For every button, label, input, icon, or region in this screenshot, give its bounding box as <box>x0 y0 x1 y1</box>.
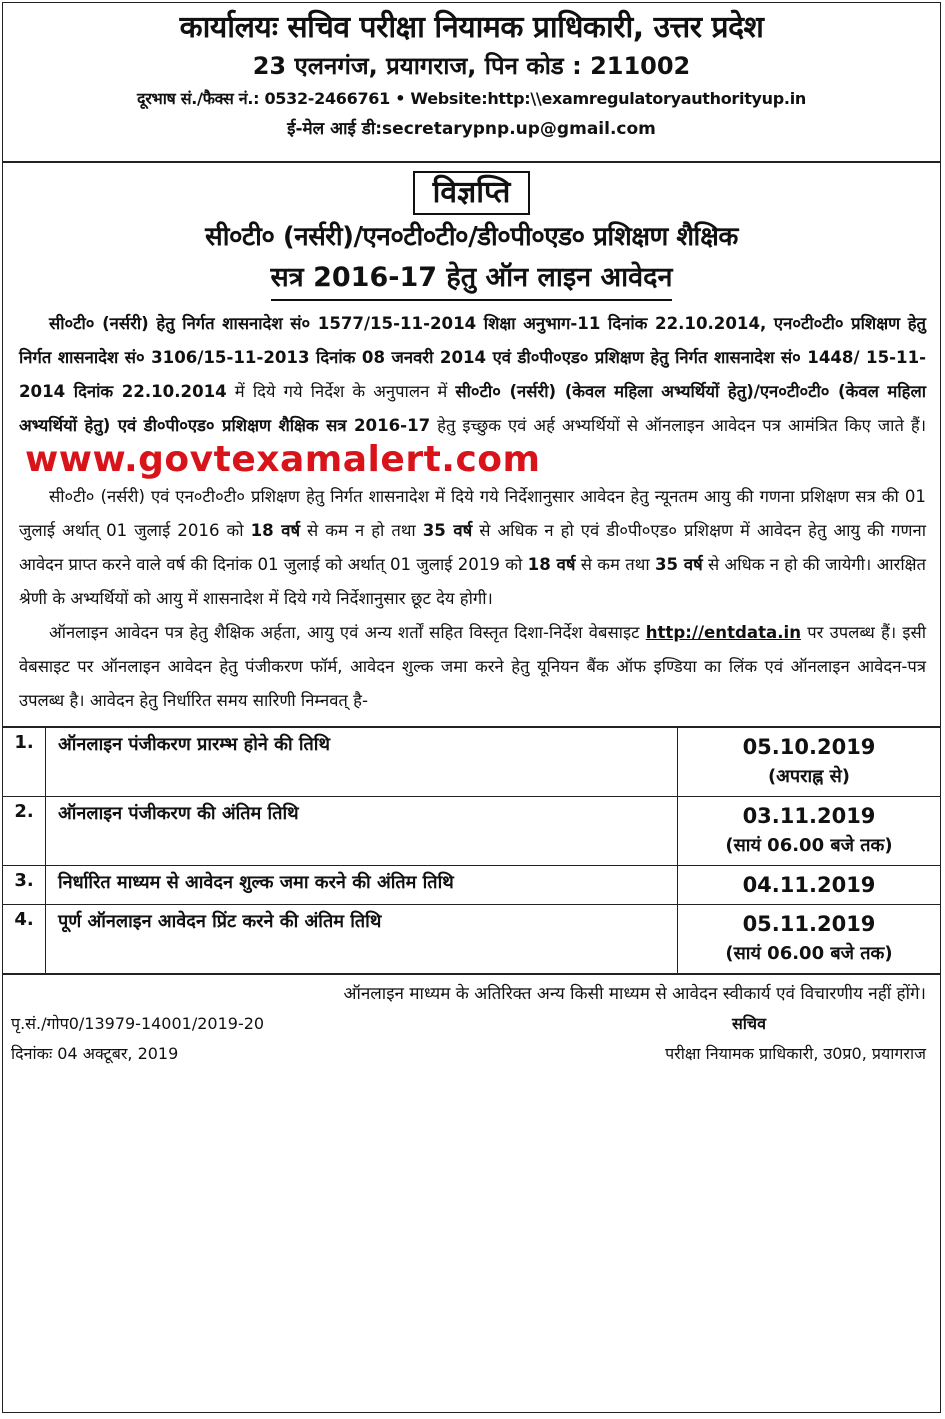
row-number: 1. <box>3 727 46 797</box>
para2-text-5: से अधिक न हो की जायेगी। आरक्षित श्रेणी के अभ्यर्थियों को आयु में शासनादेश में दिये गये निर्देशानुसार छूट देय होगी। <box>19 555 926 608</box>
footer-note: ऑनलाइन माध्यम के अतिरिक्त अन्य किसी माध्यम से आवेदन स्वीकार्य एवं विचारणीय नहीं होंगे। <box>343 984 926 1004</box>
footer-row-1 <box>3 1009 940 1039</box>
row-number: 4. <box>3 905 46 975</box>
para2-text-1: सी०टी० (नर्सरी) एवं एन०टी०टी० प्रशिक्षण हेतु निर्गत शासनादेश में दिये गये निर्देशानुसार आवेदन हेतु न्यूनतम आयु की गणना प्रशिक्षण सत्र की 01 जुलाई अर्थात् 01 जुलाई 2016 को <box>19 487 926 540</box>
paragraph-3 <box>19 616 926 718</box>
schedule-table <box>3 726 940 975</box>
notice-page <box>2 2 941 1413</box>
subject-line-2-wrap <box>3 257 940 303</box>
subject-line-1: सी०टी० (नर्सरी)/एन०टी०टी०/डी०पी०एड० प्रशिक्षण शैक्षिक <box>205 222 738 252</box>
row-date: 05.11.2019 <box>742 912 876 936</box>
office-name: कार्यालयः सचिव परीक्षा नियामक प्राधिकारी, उत्तर प्रदेश <box>179 10 764 45</box>
table-row <box>3 866 940 905</box>
paragraph-1 <box>19 307 926 480</box>
row-number: 2. <box>3 797 46 866</box>
row-date-cell <box>678 797 941 866</box>
office-address: 23 एलनगंज, प्रयागराज, पिन कोड : 211002 <box>252 52 691 80</box>
para2-text-2: से कम न हो तथा <box>300 521 423 540</box>
watermark-text: www.govtexamalert.com <box>25 439 541 480</box>
website-link[interactable]: http://entdata.in <box>645 623 802 642</box>
para2-text-3: से अधिक न हो एवं डी०पी०एड० प्रशिक्षण में आवेदन हेतु आयु की गणना आवेदन प्राप्त करने वाले वर्ष की दिनांक 01 जुलाई को अर्थात् 01 जुलाई 2019 को <box>19 521 926 574</box>
signatory-title: सचिव <box>731 1014 766 1033</box>
office-contact: दूरभाष सं./फैक्स नं.: 0532-2466761 • Website:http:\\examregulatoryauthorityup.in <box>137 89 806 108</box>
footer-row-2 <box>3 1039 940 1069</box>
para1-text-2: हेतु इच्छुक एवं अर्ह अभ्यर्थियों से ऑनलाइन आवेदन पत्र आमंत्रित किए जाते हैं। <box>430 416 926 435</box>
notice-body <box>3 303 940 718</box>
para2-bold-4: 35 वर्ष <box>654 555 703 574</box>
row-description: निर्धारित माध्यम से आवेदन शुल्क जमा करने की अंतिम तिथि <box>46 866 678 905</box>
row-date: 03.11.2019 <box>742 804 876 828</box>
para3-text-1: ऑनलाइन आवेदन पत्र हेतु शैक्षिक अर्हता, आयु एवं अन्य शर्तों सहित विस्तृत दिशा-निर्देश वेबसाइट <box>49 623 646 642</box>
notice-title-wrap <box>3 171 940 215</box>
row-description: ऑनलाइन पंजीकरण की अंतिम तिथि <box>46 797 678 866</box>
signatory-org: परीक्षा नियामक प्राधिकारी, उ0प्र0, प्रयागराज <box>665 1044 926 1063</box>
notice-title: विज्ञप्ति <box>413 171 531 215</box>
para2-text-4: से कम तथा <box>575 555 655 574</box>
table-row <box>3 727 940 797</box>
row-date-note: (अपराह्न से) <box>767 766 851 787</box>
row-date-cell <box>678 727 941 797</box>
row-description: पूर्ण ऑनलाइन आवेदन प्रिंट करने की अंतिम तिथि <box>46 905 678 975</box>
row-date-cell <box>678 866 941 905</box>
issue-date: दिनांकः 04 अक्टूबर, 2019 <box>11 1044 179 1063</box>
para1-bold-2: सी०टी० (नर्सरी) (केवल महिला अभ्यर्थियों हेतु)/एन०टी०टी० (केवल महिला अभ्यर्थियों हेतु) एवं डी०पी०एड० प्रशिक्षण शैक्षिक सत्र 2016-17 <box>19 382 926 435</box>
office-header <box>3 3 940 163</box>
row-date-note: (सायं 06.00 बजे तक) <box>725 835 893 856</box>
row-date-cell <box>678 905 941 975</box>
para2-bold-3: 18 वर्ष <box>527 555 576 574</box>
para1-bold-1: सी०टी० (नर्सरी) हेतु निर्गत शासनादेश सं० 1577/15-11-2014 शिक्षा अनुभाग-11 दिनांक 22.10.2014, एन०टी०टी० प्रशिक्षण हेतु निर्गत शासनादेश सं० 3106/15-11-2013 दिनांक 08 जनवरी 2014 एवं डी०पी०एड० प्रशिक्षण हेतु निर्गत शासनादेश सं० 1448/ 15-11-2014 दिनांक 22.10.2014 <box>19 314 926 401</box>
para3-text-2: पर उपलब्ध हैं। इसी वेबसाइट पर ऑनलाइन आवेदन हेतु पंजीकरण फॉर्म, आवेदन शुल्क जमा करने हेतु यूनियन बैंक ऑफ इण्डिया का लिंक एवं ऑनलाइन आवेदन-पत्र उपलब्ध है। आवेदन हेतु निर्धारित समय सारिणी निम्नवत् है- <box>19 623 926 710</box>
para2-bold-2: 35 वर्ष <box>422 521 473 540</box>
para2-bold-1: 18 वर्ष <box>250 521 301 540</box>
row-date: 04.11.2019 <box>742 873 876 897</box>
row-date-note: (सायं 06.00 बजे तक) <box>725 943 893 964</box>
row-date: 05.10.2019 <box>742 735 876 759</box>
subject-line-2: सत्र 2016-17 हेतु ऑन लाइन आवेदन <box>271 257 673 301</box>
table-row <box>3 905 940 975</box>
paragraph-2 <box>19 480 926 616</box>
office-email: ई-मेल आई डी:secretarypnp.up@gmail.com <box>287 119 656 139</box>
reference-number: पृ.सं./गोप0/13979-14001/2019-20 <box>11 1014 265 1033</box>
row-number: 3. <box>3 866 46 905</box>
para1-text-1: में दिये गये निर्देश के अनुपालन में <box>226 382 456 401</box>
row-description: ऑनलाइन पंजीकरण प्रारम्भ होने की तिथि <box>46 727 678 797</box>
table-row <box>3 797 940 866</box>
